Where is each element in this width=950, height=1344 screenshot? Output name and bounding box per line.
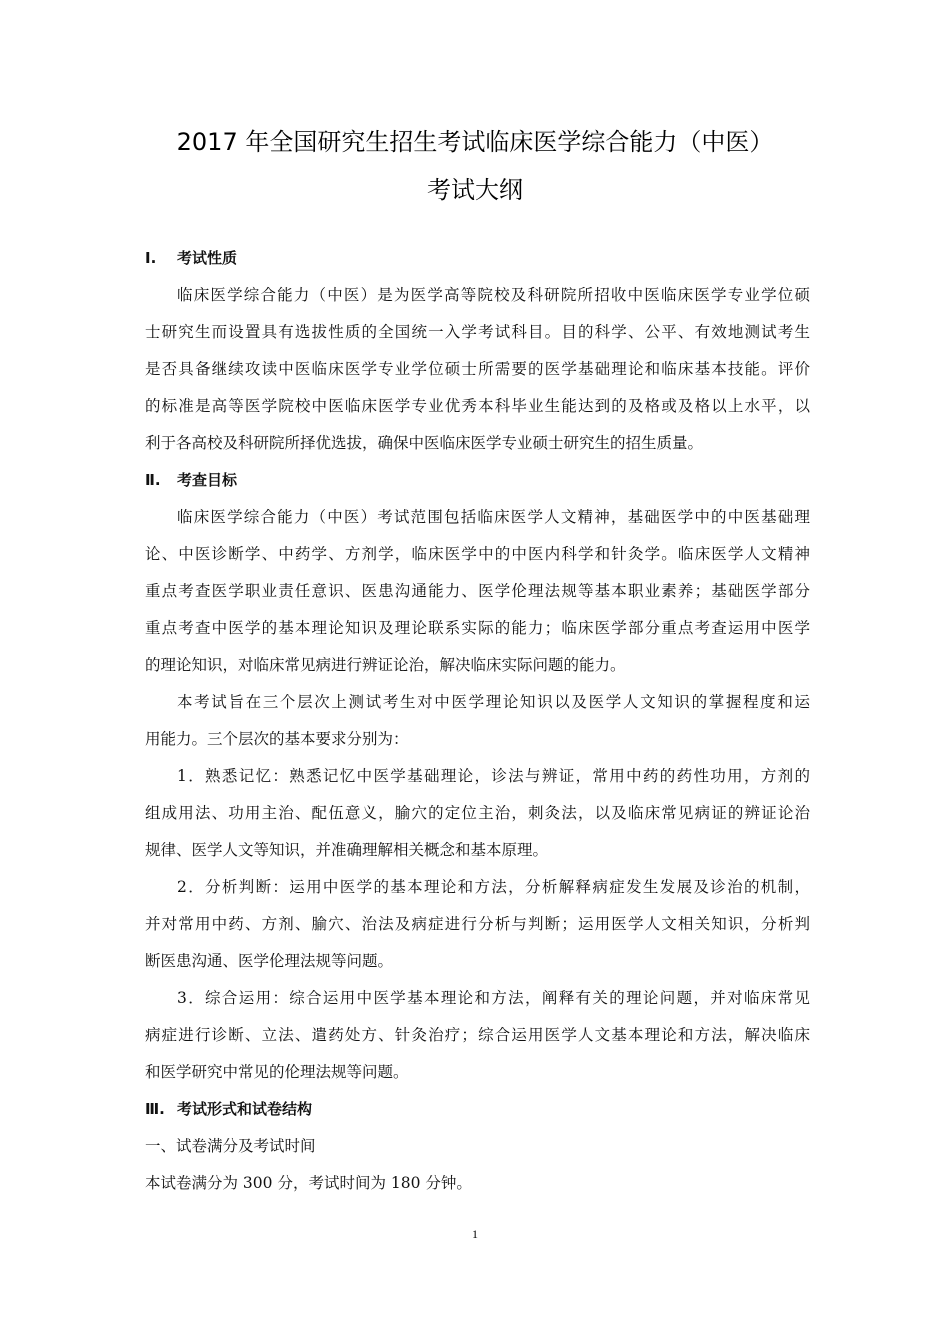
paragraph-line: 士研究生而设置具有选拔性质的全国统一入学考试科目。目的科学、公平、有效地测试考生 [145, 323, 810, 341]
paragraph-line: 是否具备继续攻读中医临床医学专业学位硕士所需要的医学基础理论和临床基本技能。评价 [145, 360, 810, 378]
page-number: 1 [472, 1227, 478, 1241]
document-body [145, 240, 810, 1202]
section-number: Ⅰ. [145, 249, 157, 267]
paragraph-line: 重点考查中医学的基本理论知识及理论联系实际的能力；临床医学部分重点考查运用中医学 [145, 619, 810, 637]
list-item-line: 组成用法、功用主治、配伍意义，腧穴的定位主治，刺灸法，以及临床常见病证的辨证论治 [145, 804, 810, 822]
paragraph-line: 用能力。三个层次的基本要求分别为： [145, 730, 409, 748]
document-subtitle: 考试大纲 [427, 176, 523, 204]
list-item-line: 和医学研究中常见的伦理法规等问题。 [145, 1063, 409, 1081]
section-heading-exam-format [145, 1091, 810, 1128]
subsection-heading: 一、试卷满分及考试时间 [145, 1137, 316, 1155]
list-item-line: 3．综合运用：综合运用中医学基本理论和方法，阐释有关的理论问题，并对临床常见 [177, 989, 810, 1007]
paragraph-line: 的标准是高等医学院校中医临床医学专业优秀本科毕业生能达到的及格或及格以上水平，以 [145, 397, 810, 415]
document-title: 2017 年全国研究生招生考试临床医学综合能力（中医） [176, 128, 774, 156]
section-number: Ⅲ. [145, 1100, 165, 1118]
paragraph-line: 重点考查医学职业责任意识、医患沟通能力、医学伦理法规等基本职业素养；基础医学部分 [145, 582, 810, 600]
list-item-line: 2．分析判断：运用中医学的基本理论和方法，分析解释病症发生发展及诊治的机制， [177, 878, 810, 896]
list-item-line: 并对常用中药、方剂、腧穴、治法及病症进行分析与判断；运用医学人文相关知识，分析判 [145, 915, 810, 933]
paragraph-line: 利于各高校及科研院所择优选拔，确保中医临床医学专业硕士研究生的招生质量。 [145, 434, 704, 452]
paragraph-line: 本试卷满分为 300 分，考试时间为 180 分钟。 [145, 1174, 472, 1192]
paragraph-line: 论、中医诊断学、中药学、方剂学，临床医学中的中医内科学和针灸学。临床医学人文精神 [145, 545, 810, 563]
section-title: 考试形式和试卷结构 [177, 1100, 313, 1118]
list-item-line: 断医患沟通、医学伦理法规等问题。 [145, 952, 394, 970]
paragraph-line: 的理论知识，对临床常见病进行辨证论治，解决临床实际问题的能力。 [145, 656, 626, 674]
list-item-line: 病症进行诊断、立法、遣药处方、针灸治疗；综合运用医学人文基本理论和方法，解决临床 [145, 1026, 810, 1044]
section-title: 考试性质 [177, 249, 238, 267]
section-heading-exam-objectives [145, 462, 810, 499]
paragraph-line: 临床医学综合能力（中医）是为医学高等院校及科研院所招收中医临床医学专业学位硕 [177, 286, 810, 304]
list-item-line: 规律、医学人文等知识，并准确理解相关概念和基本原理。 [145, 841, 549, 859]
paragraph-line: 本考试旨在三个层次上测试考生对中医学理论知识以及医学人文知识的掌握程度和运 [177, 693, 810, 711]
list-item-line: 1．熟悉记忆：熟悉记忆中医学基础理论，诊法与辨证，常用中药的药性功用，方剂的 [177, 767, 810, 785]
section-number: Ⅱ. [145, 471, 161, 489]
paragraph-line: 临床医学综合能力（中医）考试范围包括临床医学人文精神，基础医学中的中医基础理 [177, 508, 810, 526]
section-title: 考查目标 [177, 471, 238, 489]
section-heading-exam-nature [145, 240, 810, 277]
